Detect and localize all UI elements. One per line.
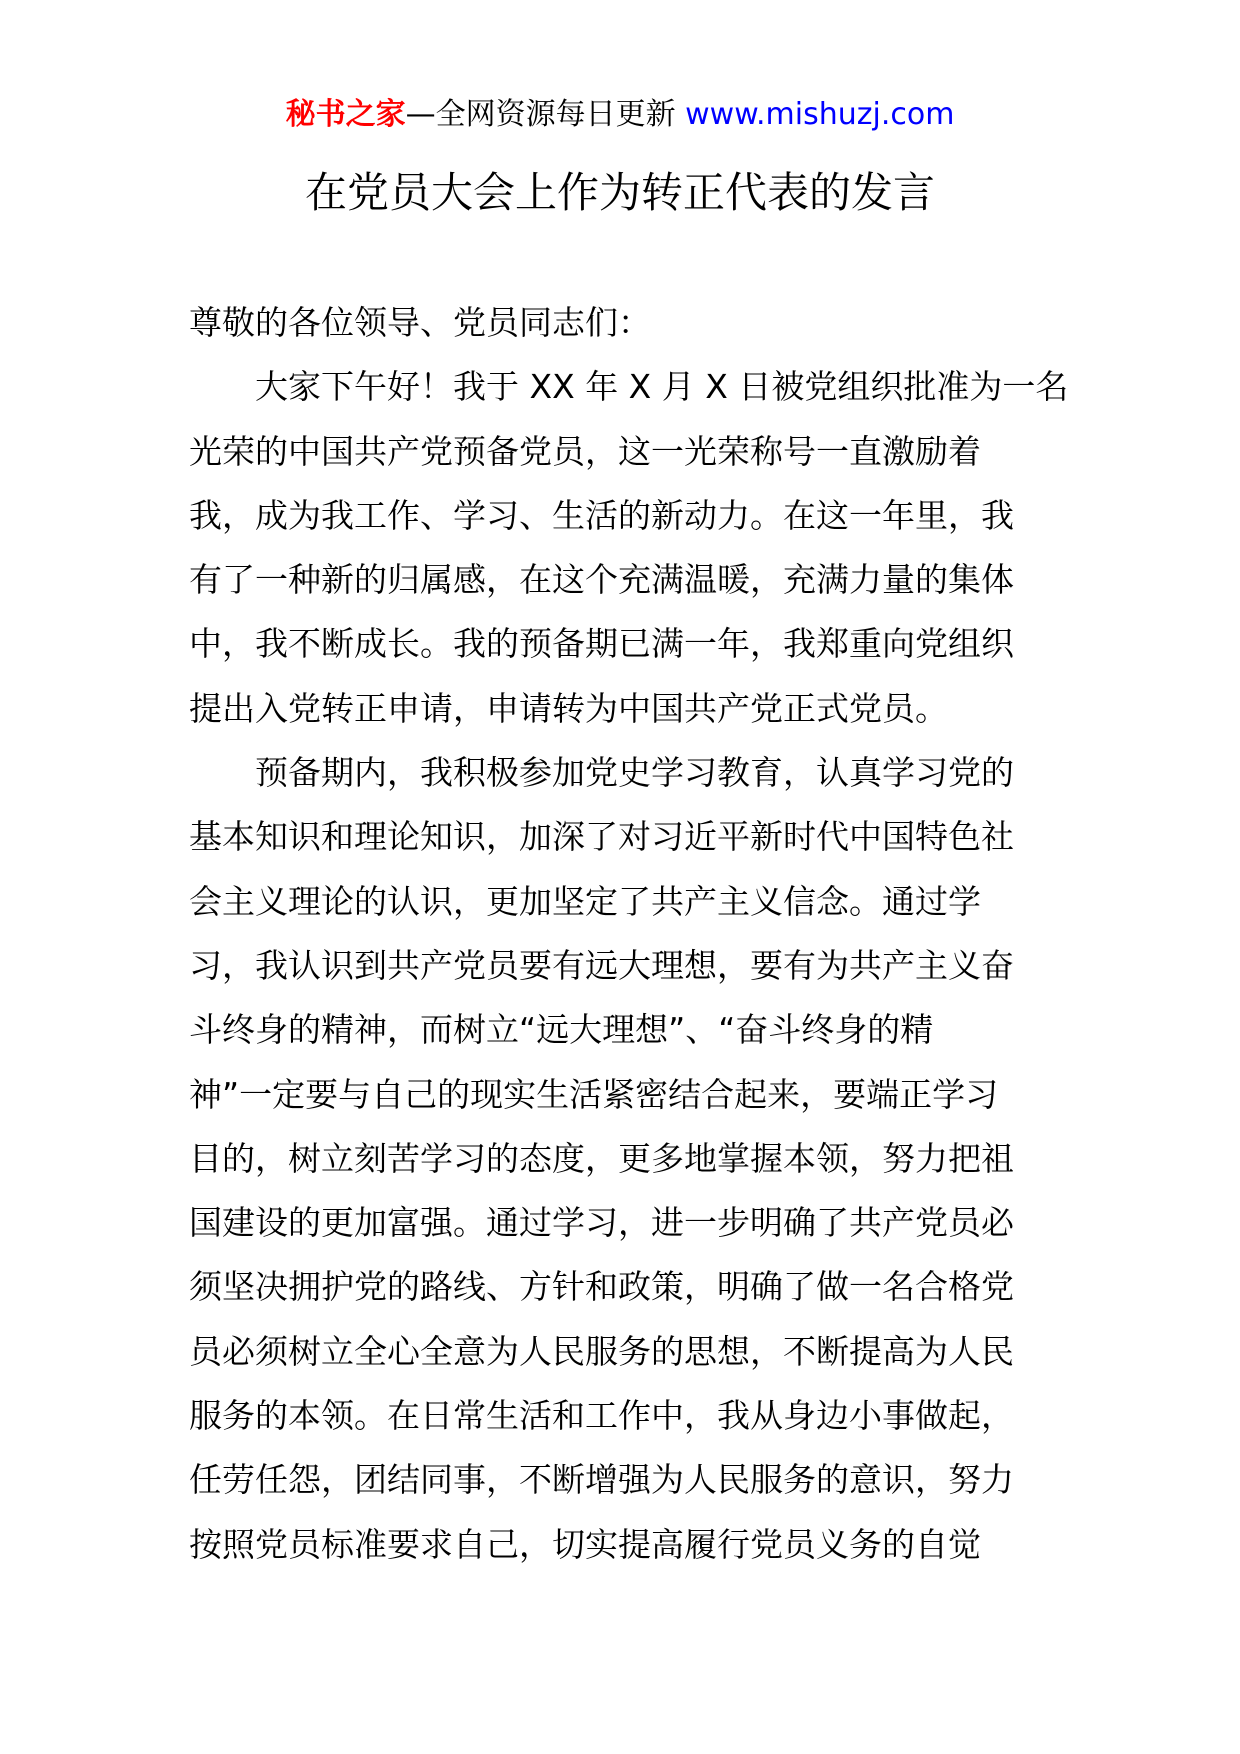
text-line: 中，我不断成长。我的预备期已满一年，我郑重向党组织 — [189, 624, 1014, 664]
document-title: 在党员大会上作为转正代表的发言 — [304, 168, 935, 217]
text-line: 会主义理论的认识，更加坚定了共产主义信念。通过学 — [189, 881, 981, 921]
site-url-link[interactable]: www.mishuzj.com — [685, 97, 955, 132]
text-line: 有了一种新的归属感，在这个充满温暖，充满力量的集体 — [189, 560, 1014, 600]
text-line: 服务的本领。在日常生活和工作中，我从身边小事做起， — [189, 1396, 1014, 1436]
text-line: 按照党员标准要求自己，切实提高履行党员义务的自觉 — [189, 1524, 981, 1564]
header-tagline: —全网资源每日更新 — [405, 97, 676, 132]
text-line: 大家下午好！我于 XX 年 X 月 X 日被党组织批准为一名 — [255, 367, 1069, 407]
text-line: 习，我认识到共产党员要有远大理想，要有为共产主义奋 — [189, 945, 1014, 985]
text-line: 须坚决拥护党的路线、方针和政策，明确了做一名合格党 — [189, 1267, 1014, 1307]
text-line: 斗终身的精神，而树立“远大理想”、“奋斗终身的精 — [189, 1010, 934, 1050]
text-line: 提出入党转正申请，申请转为中国共产党正式党员。 — [189, 688, 948, 728]
text-line: 神”一定要与自己的现实生活紧密结合起来，要端正学习 — [189, 1074, 999, 1114]
salutation: 尊敬的各位领导、党员同志们： — [189, 303, 651, 342]
document-body — [189, 295, 1069, 1581]
text-line: 我，成为我工作、学习、生活的新动力。在这一年里，我 — [189, 495, 1014, 535]
brand-name: 秘书之家 — [285, 97, 406, 132]
text-line: 任劳任怨，团结同事，不断增强为人民服务的意识，努力 — [189, 1460, 1014, 1500]
text-line: 员必须树立全心全意为人民服务的思想，不断提高为人民 — [189, 1331, 1014, 1371]
text-line: 光荣的中国共产党预备党员，这一光荣称号一直激励着 — [189, 431, 981, 471]
text-line: 预备期内，我积极参加党史学习教育，认真学习党的 — [255, 753, 1014, 793]
text-line: 国建设的更加富强。通过学习，进一步明确了共产党员必 — [189, 1203, 1014, 1243]
text-line: 目的，树立刻苦学习的态度，更多地掌握本领，努力把祖 — [189, 1138, 1014, 1178]
text-line: 基本知识和理论知识，加深了对习近平新时代中国特色社 — [189, 817, 1014, 857]
site-header — [0, 95, 1240, 135]
paragraph-lines — [189, 359, 1069, 1581]
